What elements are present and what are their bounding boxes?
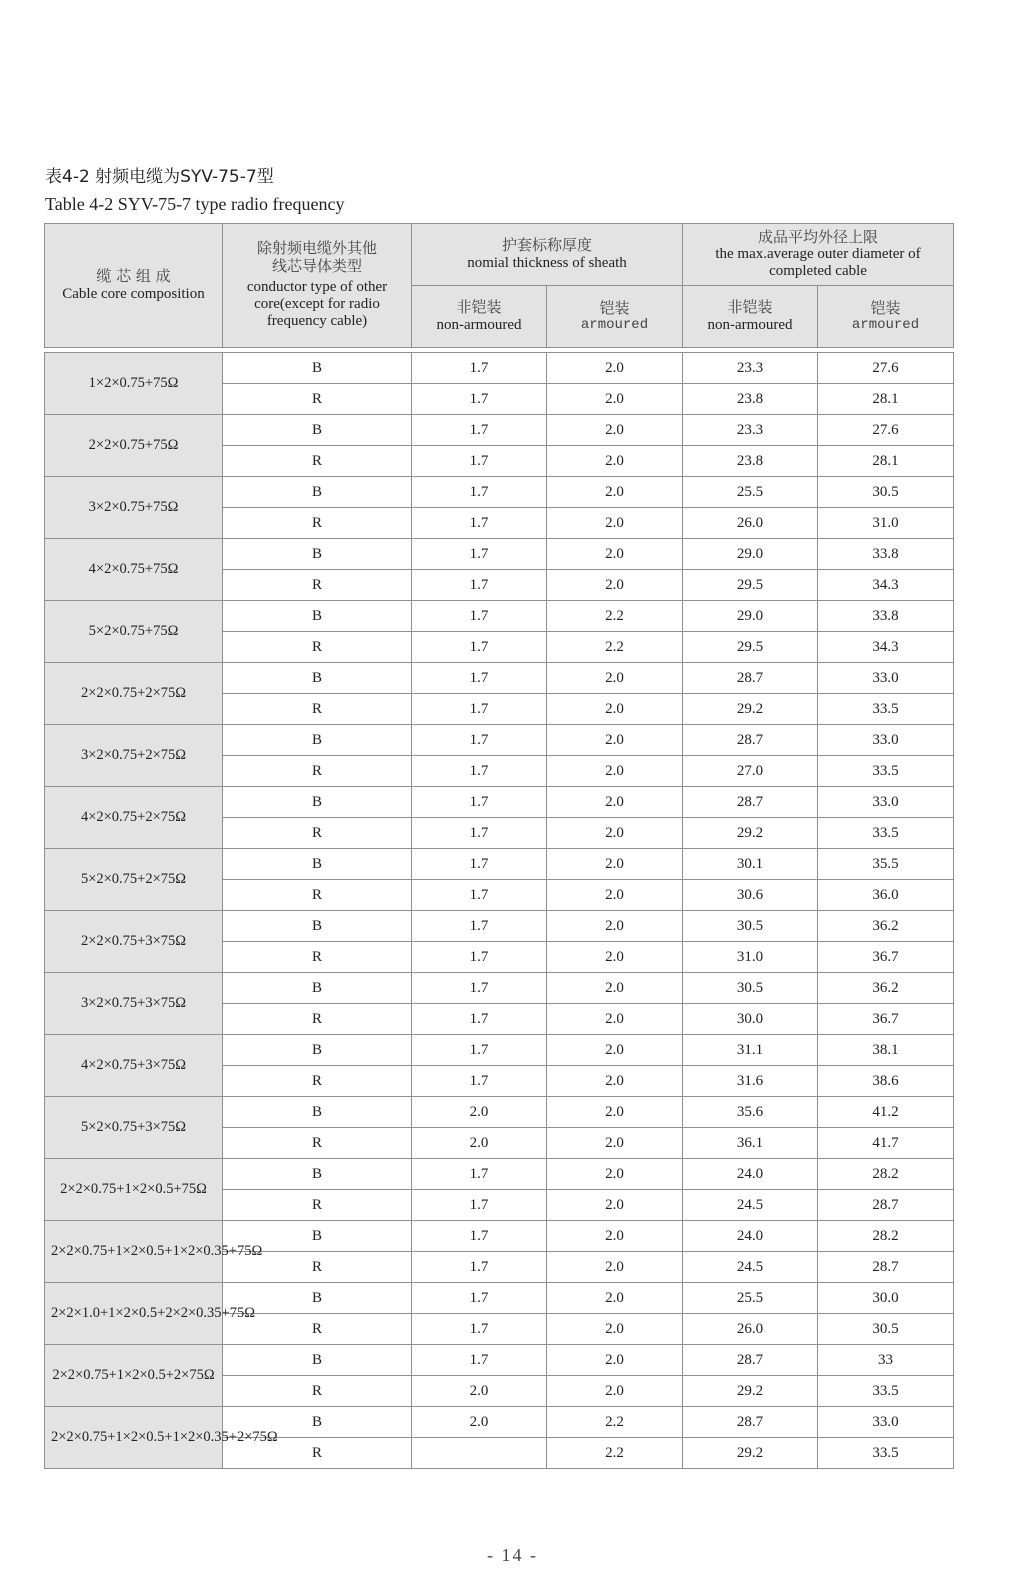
diameter-armoured-cell: 33.5	[818, 694, 954, 725]
conductor-type-cell: B	[223, 1097, 412, 1128]
sheath-armoured-cell: 2.0	[547, 1345, 683, 1376]
sheath-non-armoured-cell: 1.7	[412, 1345, 547, 1376]
table-body	[45, 353, 954, 1469]
conductor-type-cell: R	[223, 880, 412, 911]
sheath-non-armoured-cell: 1.7	[412, 601, 547, 632]
diameter-armoured-cell: 41.2	[818, 1097, 954, 1128]
header-sheath-en: nomial thickness of sheath	[467, 254, 627, 271]
armoured-cn: 铠装	[599, 298, 630, 317]
table-row	[45, 1283, 954, 1314]
sheath-non-armoured-cell: 1.7	[412, 756, 547, 787]
diameter-non-armoured-cell: 28.7	[683, 663, 818, 694]
sheath-non-armoured-cell: 1.7	[412, 787, 547, 818]
sheath-non-armoured-cell: 1.7	[412, 415, 547, 446]
diameter-armoured-cell: 33.0	[818, 787, 954, 818]
sheath-non-armoured-cell: 2.0	[412, 1128, 547, 1159]
table-title-chinese: 表4-2 射频电缆为SYV-75-7型	[45, 167, 274, 187]
diameter-non-armoured-cell: 29.2	[683, 694, 818, 725]
sheath-armoured-cell: 2.0	[547, 1221, 683, 1252]
diameter-armoured-cell: 33.5	[818, 1376, 954, 1407]
conductor-type-cell: B	[223, 601, 412, 632]
diameter-armoured-cell: 38.1	[818, 1035, 954, 1066]
diameter-armoured-cell: 33.8	[818, 601, 954, 632]
sheath-non-armoured-cell: 2.0	[412, 1407, 547, 1438]
conductor-type-cell: R	[223, 942, 412, 973]
sheath-armoured-cell: 2.0	[547, 725, 683, 756]
conductor-type-cell: R	[223, 1190, 412, 1221]
conductor-type-cell: B	[223, 725, 412, 756]
diameter-non-armoured-cell: 31.6	[683, 1066, 818, 1097]
sheath-armoured-cell: 2.2	[547, 1438, 683, 1469]
sheath-armoured-cell: 2.2	[547, 632, 683, 663]
cable-core-composition-cell: 2×2×0.75+1×2×0.5+2×75Ω	[45, 1345, 223, 1407]
sheath-armoured-cell: 2.2	[547, 1407, 683, 1438]
sheath-non-armoured-cell: 1.7	[412, 849, 547, 880]
diameter-armoured-cell: 36.2	[818, 973, 954, 1004]
cable-core-composition-cell: 5×2×0.75+75Ω	[45, 601, 223, 663]
sheath-armoured-cell: 2.0	[547, 973, 683, 1004]
diameter-non-armoured-cell: 28.7	[683, 725, 818, 756]
conductor-type-cell: R	[223, 508, 412, 539]
diameter-armoured-cell: 28.7	[818, 1190, 954, 1221]
diameter-non-armoured-cell: 25.5	[683, 477, 818, 508]
cable-core-composition-cell: 2×2×0.75+1×2×0.5+75Ω	[45, 1159, 223, 1221]
sheath-non-armoured-cell: 1.7	[412, 353, 547, 384]
sheath-armoured-cell: 2.0	[547, 911, 683, 942]
table-row	[45, 1221, 954, 1252]
non-armoured-cn: 非铠装	[727, 298, 773, 317]
sheath-non-armoured-cell: 1.7	[412, 694, 547, 725]
table-row	[45, 663, 954, 694]
conductor-type-cell: R	[223, 694, 412, 725]
sheath-armoured-cell: 2.0	[547, 880, 683, 911]
diameter-non-armoured-cell: 29.0	[683, 601, 818, 632]
table-row	[45, 1345, 954, 1376]
non-armoured-en: non-armoured	[436, 316, 522, 333]
diameter-non-armoured-cell: 29.2	[683, 818, 818, 849]
cable-core-composition-cell: 2×2×0.75+2×75Ω	[45, 663, 223, 725]
sheath-non-armoured-cell: 1.7	[412, 1190, 547, 1221]
diameter-non-armoured-cell: 31.0	[683, 942, 818, 973]
page-number: - 14 -	[487, 1545, 538, 1565]
cable-core-composition-cell: 4×2×0.75+2×75Ω	[45, 787, 223, 849]
armoured-en: armoured	[580, 317, 649, 334]
conductor-type-cell: B	[223, 787, 412, 818]
conductor-type-cell: B	[223, 1159, 412, 1190]
diameter-armoured-cell: 36.7	[818, 1004, 954, 1035]
diameter-armoured-cell: 27.6	[818, 353, 954, 384]
sheath-armoured-cell: 2.0	[547, 942, 683, 973]
table-header	[44, 223, 954, 348]
conductor-type-cell: R	[223, 818, 412, 849]
conductor-type-cell: B	[223, 973, 412, 1004]
sheath-armoured-cell: 2.0	[547, 1190, 683, 1221]
diameter-armoured-cell: 36.7	[818, 942, 954, 973]
table-row	[45, 1407, 954, 1438]
diameter-armoured-cell: 27.6	[818, 415, 954, 446]
table-row	[45, 477, 954, 508]
sheath-non-armoured-cell: 1.7	[412, 1283, 547, 1314]
sheath-armoured-cell: 2.0	[547, 1004, 683, 1035]
conductor-type-cell: R	[223, 570, 412, 601]
header-diameter-en: the max.average outer diameter of completed cable	[715, 245, 921, 280]
sheath-non-armoured-cell: 1.7	[412, 1314, 547, 1345]
diameter-armoured-cell: 41.7	[818, 1128, 954, 1159]
cable-core-composition-cell: 5×2×0.75+3×75Ω	[45, 1097, 223, 1159]
sheath-armoured-cell: 2.0	[547, 477, 683, 508]
header-composition-en: Cable core composition	[62, 285, 205, 302]
diameter-armoured-cell: 28.2	[818, 1159, 954, 1190]
sheath-armoured-cell: 2.0	[547, 818, 683, 849]
cable-core-composition-cell: 2×2×1.0+1×2×0.5+2×2×0.35+75Ω	[45, 1283, 223, 1345]
diameter-non-armoured-cell: 29.0	[683, 539, 818, 570]
cable-core-composition-cell: 2×2×0.75+3×75Ω	[45, 911, 223, 973]
diameter-armoured-cell: 30.5	[818, 1314, 954, 1345]
header-outer-diameter	[683, 224, 954, 286]
sheath-non-armoured-cell: 1.7	[412, 725, 547, 756]
cable-core-composition-cell: 2×2×0.75+75Ω	[45, 415, 223, 477]
non-armoured-en: non-armoured	[707, 316, 793, 333]
diameter-non-armoured-cell: 30.5	[683, 911, 818, 942]
cable-core-composition-cell: 4×2×0.75+75Ω	[45, 539, 223, 601]
cable-core-composition-cell: 5×2×0.75+2×75Ω	[45, 849, 223, 911]
table-row	[45, 849, 954, 880]
header-diameter-non-armoured	[683, 286, 818, 348]
sheath-armoured-cell: 2.2	[547, 601, 683, 632]
sheath-armoured-cell: 2.0	[547, 1066, 683, 1097]
header-sheath-armoured	[547, 286, 683, 348]
sheath-armoured-cell: 2.0	[547, 570, 683, 601]
table-row	[45, 601, 954, 632]
sheath-armoured-cell: 2.0	[547, 1128, 683, 1159]
sheath-non-armoured-cell: 2.0	[412, 1376, 547, 1407]
header-diameter-armoured	[818, 286, 954, 348]
cable-core-composition-cell: 3×2×0.75+75Ω	[45, 477, 223, 539]
diameter-non-armoured-cell: 29.5	[683, 632, 818, 663]
diameter-armoured-cell: 33.0	[818, 725, 954, 756]
diameter-armoured-cell: 28.7	[818, 1252, 954, 1283]
sheath-non-armoured-cell: 1.7	[412, 1066, 547, 1097]
diameter-non-armoured-cell: 29.5	[683, 570, 818, 601]
sheath-armoured-cell: 2.0	[547, 1159, 683, 1190]
diameter-armoured-cell: 36.2	[818, 911, 954, 942]
diameter-non-armoured-cell: 26.0	[683, 508, 818, 539]
diameter-armoured-cell: 28.1	[818, 384, 954, 415]
diameter-non-armoured-cell: 23.8	[683, 384, 818, 415]
sheath-non-armoured-cell: 1.7	[412, 1221, 547, 1252]
sheath-armoured-cell: 2.0	[547, 1035, 683, 1066]
armoured-en: armoured	[851, 317, 920, 334]
header-conductor-en: conductor type of other core(except for radio frequency cable)	[246, 278, 388, 330]
conductor-type-cell: B	[223, 477, 412, 508]
sheath-armoured-cell: 2.0	[547, 1376, 683, 1407]
sheath-armoured-cell: 2.0	[547, 508, 683, 539]
diameter-non-armoured-cell: 30.6	[683, 880, 818, 911]
cable-core-composition-cell: 2×2×0.75+1×2×0.5+1×2×0.35+2×75Ω	[45, 1407, 223, 1469]
diameter-non-armoured-cell: 29.2	[683, 1438, 818, 1469]
sheath-non-armoured-cell: 1.7	[412, 570, 547, 601]
table-title-english: Table 4-2 SYV-75-7 type radio frequency	[45, 194, 345, 214]
conductor-type-cell: B	[223, 539, 412, 570]
header-conductor-type	[223, 224, 412, 348]
cable-spec-table	[44, 352, 954, 1469]
sheath-armoured-cell: 2.0	[547, 1252, 683, 1283]
sheath-armoured-cell: 2.0	[547, 694, 683, 725]
diameter-non-armoured-cell: 28.7	[683, 787, 818, 818]
sheath-armoured-cell: 2.0	[547, 663, 683, 694]
sheath-armoured-cell: 2.0	[547, 446, 683, 477]
diameter-armoured-cell: 36.0	[818, 880, 954, 911]
diameter-non-armoured-cell: 28.7	[683, 1407, 818, 1438]
header-sheath-thickness	[412, 224, 683, 286]
sheath-armoured-cell: 2.0	[547, 849, 683, 880]
conductor-type-cell: R	[223, 1066, 412, 1097]
conductor-type-cell: R	[223, 446, 412, 477]
sheath-non-armoured-cell: 1.7	[412, 973, 547, 1004]
sheath-non-armoured-cell: 1.7	[412, 880, 547, 911]
conductor-type-cell: R	[223, 384, 412, 415]
table-row	[45, 539, 954, 570]
conductor-type-cell: R	[223, 1004, 412, 1035]
cable-core-composition-cell: 3×2×0.75+3×75Ω	[45, 973, 223, 1035]
table-row	[45, 353, 954, 384]
diameter-non-armoured-cell: 31.1	[683, 1035, 818, 1066]
sheath-non-armoured-cell: 1.7	[412, 1004, 547, 1035]
conductor-type-cell: B	[223, 1221, 412, 1252]
diameter-armoured-cell: 35.5	[818, 849, 954, 880]
cable-core-composition-cell: 4×2×0.75+3×75Ω	[45, 1035, 223, 1097]
diameter-armoured-cell: 34.3	[818, 632, 954, 663]
conductor-type-cell: B	[223, 1035, 412, 1066]
sheath-non-armoured-cell: 1.7	[412, 663, 547, 694]
conductor-type-cell: B	[223, 1407, 412, 1438]
table-row	[45, 911, 954, 942]
sheath-non-armoured-cell: 1.7	[412, 508, 547, 539]
armoured-cn: 铠装	[870, 298, 901, 317]
sheath-armoured-cell: 2.0	[547, 353, 683, 384]
diameter-armoured-cell: 30.5	[818, 477, 954, 508]
sheath-non-armoured-cell: 1.7	[412, 1159, 547, 1190]
sheath-armoured-cell: 2.0	[547, 415, 683, 446]
table-row	[45, 725, 954, 756]
diameter-non-armoured-cell: 24.0	[683, 1221, 818, 1252]
sheath-non-armoured-cell: 1.7	[412, 446, 547, 477]
sheath-non-armoured-cell: 2.0	[412, 1097, 547, 1128]
conductor-type-cell: B	[223, 911, 412, 942]
header-cable-core-composition	[45, 224, 223, 348]
sheath-armoured-cell: 2.0	[547, 1097, 683, 1128]
diameter-armoured-cell: 33.0	[818, 1407, 954, 1438]
diameter-non-armoured-cell: 35.6	[683, 1097, 818, 1128]
diameter-armoured-cell: 33.8	[818, 539, 954, 570]
conductor-type-cell: R	[223, 632, 412, 663]
sheath-non-armoured-cell: 1.7	[412, 539, 547, 570]
diameter-armoured-cell: 33.0	[818, 663, 954, 694]
conductor-type-cell: B	[223, 1283, 412, 1314]
diameter-non-armoured-cell: 24.0	[683, 1159, 818, 1190]
diameter-armoured-cell: 28.1	[818, 446, 954, 477]
table-row	[45, 1097, 954, 1128]
conductor-type-cell: R	[223, 756, 412, 787]
sheath-non-armoured-cell: 1.7	[412, 632, 547, 663]
diameter-non-armoured-cell: 29.2	[683, 1376, 818, 1407]
sheath-armoured-cell: 2.0	[547, 1283, 683, 1314]
cable-core-composition-cell: 3×2×0.75+2×75Ω	[45, 725, 223, 787]
diameter-armoured-cell: 33.5	[818, 818, 954, 849]
diameter-non-armoured-cell: 25.5	[683, 1283, 818, 1314]
header-sheath-non-armoured	[412, 286, 547, 348]
diameter-non-armoured-cell: 24.5	[683, 1190, 818, 1221]
diameter-non-armoured-cell: 36.1	[683, 1128, 818, 1159]
sheath-armoured-cell: 2.0	[547, 756, 683, 787]
diameter-non-armoured-cell: 23.3	[683, 415, 818, 446]
sheath-non-armoured-cell: 1.7	[412, 1252, 547, 1283]
diameter-non-armoured-cell: 23.3	[683, 353, 818, 384]
table-row	[45, 973, 954, 1004]
table-row	[45, 1035, 954, 1066]
sheath-non-armoured-cell: 1.7	[412, 818, 547, 849]
diameter-non-armoured-cell: 27.0	[683, 756, 818, 787]
sheath-armoured-cell: 2.0	[547, 539, 683, 570]
cable-core-composition-cell: 2×2×0.75+1×2×0.5+1×2×0.35+75Ω	[45, 1221, 223, 1283]
diameter-armoured-cell: 30.0	[818, 1283, 954, 1314]
diameter-armoured-cell: 38.6	[818, 1066, 954, 1097]
sheath-non-armoured-cell: 1.7	[412, 384, 547, 415]
sheath-non-armoured-cell: 1.7	[412, 1035, 547, 1066]
sheath-non-armoured-cell: 1.7	[412, 942, 547, 973]
conductor-type-cell: B	[223, 1345, 412, 1376]
header-conductor-cn: 除射频电缆外其他线芯导体类型	[256, 239, 377, 275]
diameter-armoured-cell: 33	[818, 1345, 954, 1376]
conductor-type-cell: B	[223, 415, 412, 446]
conductor-type-cell: B	[223, 849, 412, 880]
sheath-non-armoured-cell: 1.7	[412, 477, 547, 508]
diameter-non-armoured-cell: 23.8	[683, 446, 818, 477]
header-diameter-cn: 成品平均外径上限	[757, 227, 878, 246]
diameter-non-armoured-cell: 30.5	[683, 973, 818, 1004]
diameter-armoured-cell: 33.5	[818, 1438, 954, 1469]
conductor-type-cell: R	[223, 1314, 412, 1345]
diameter-non-armoured-cell: 30.1	[683, 849, 818, 880]
diameter-armoured-cell: 28.2	[818, 1221, 954, 1252]
diameter-non-armoured-cell: 24.5	[683, 1252, 818, 1283]
table-row	[45, 1159, 954, 1190]
diameter-armoured-cell: 34.3	[818, 570, 954, 601]
conductor-type-cell: B	[223, 353, 412, 384]
conductor-type-cell: R	[223, 1438, 412, 1469]
sheath-armoured-cell: 2.0	[547, 1314, 683, 1345]
conductor-type-cell: R	[223, 1376, 412, 1407]
cable-core-composition-cell: 1×2×0.75+75Ω	[45, 353, 223, 415]
conductor-type-cell: R	[223, 1128, 412, 1159]
conductor-type-cell: R	[223, 1252, 412, 1283]
diameter-non-armoured-cell: 28.7	[683, 1345, 818, 1376]
diameter-non-armoured-cell: 30.0	[683, 1004, 818, 1035]
header-sheath-cn: 护套标称厚度	[501, 236, 592, 255]
conductor-type-cell: B	[223, 663, 412, 694]
sheath-armoured-cell: 2.0	[547, 787, 683, 818]
non-armoured-cn: 非铠装	[456, 298, 502, 317]
sheath-non-armoured-cell	[412, 1438, 547, 1469]
diameter-non-armoured-cell: 26.0	[683, 1314, 818, 1345]
header-composition-cn: 缆 芯 组 成	[96, 267, 171, 286]
sheath-non-armoured-cell: 1.7	[412, 911, 547, 942]
diameter-armoured-cell: 33.5	[818, 756, 954, 787]
sheath-armoured-cell: 2.0	[547, 384, 683, 415]
table-row	[45, 787, 954, 818]
diameter-armoured-cell: 31.0	[818, 508, 954, 539]
table-row	[45, 415, 954, 446]
